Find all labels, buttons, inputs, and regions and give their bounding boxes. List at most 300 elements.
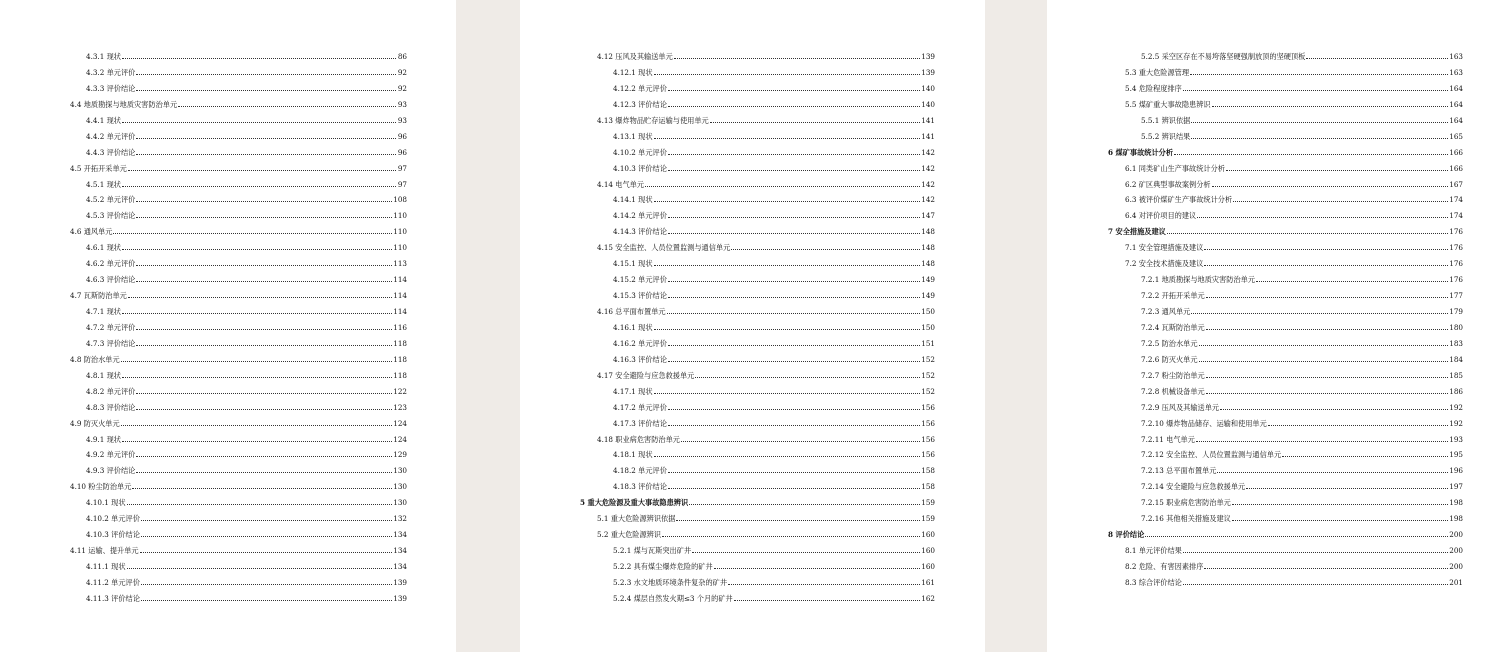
toc-page-number: 193: [1449, 434, 1463, 444]
toc-page-number: 198: [1449, 514, 1463, 524]
toc-entry[interactable]: [70, 224, 407, 240]
toc-entry[interactable]: [1108, 113, 1463, 129]
toc-entry[interactable]: [1108, 192, 1463, 208]
toc-entry[interactable]: [580, 591, 935, 607]
toc-dot-leader: [667, 313, 921, 314]
toc-entry-label: 4.8 防治水单元: [70, 354, 120, 364]
toc-dot-leader: [668, 345, 920, 346]
toc-entry-label: 4.9.2 单元评价: [86, 450, 136, 460]
toc-entry[interactable]: [580, 575, 935, 591]
toc-entry[interactable]: [1108, 49, 1463, 65]
toc-dot-leader: [654, 393, 921, 394]
toc-dot-leader: [1196, 441, 1448, 442]
toc-page-number: 166: [1449, 163, 1463, 173]
toc-page-number: 147: [921, 211, 935, 221]
toc-dot-leader: [1145, 536, 1448, 537]
toc-entry[interactable]: [580, 352, 935, 368]
toc-page-number: 141: [921, 115, 935, 125]
toc-entry[interactable]: [70, 432, 407, 448]
toc-entry[interactable]: [1108, 129, 1463, 145]
toc-dot-leader: [1199, 345, 1449, 346]
toc-dot-leader: [141, 536, 392, 537]
toc-dot-leader: [1256, 281, 1448, 282]
toc-page-number: 200: [1449, 562, 1463, 571]
toc-entry[interactable]: [1108, 97, 1463, 113]
toc-dot-leader: [1204, 249, 1448, 250]
toc-entry[interactable]: [580, 240, 935, 256]
toc-dot-leader: [1306, 58, 1448, 59]
toc-page-number: 197: [1449, 482, 1463, 492]
toc-dot-leader: [122, 122, 396, 123]
toc-entry[interactable]: [580, 97, 935, 113]
toc-dot-leader: [714, 568, 921, 569]
toc-entry-label: 5.4 危险程度排序: [1125, 83, 1182, 93]
toc-entry-label: 6.4 对评价项目的建议: [1125, 211, 1197, 221]
toc-entry-label: 4.5 开拓开采单元: [70, 163, 127, 173]
toc-entry-label: 4.10.3 评价结论: [86, 530, 140, 540]
toc-entry[interactable]: [70, 447, 407, 463]
toc-entry[interactable]: [70, 208, 407, 224]
toc-entry[interactable]: [1108, 304, 1463, 320]
toc-page-number: 152: [921, 386, 935, 396]
toc-entry[interactable]: [1108, 400, 1463, 416]
toc-entry-label: 5.2.1 煤与瓦斯突出矿井: [613, 546, 692, 556]
toc-page-number: 114: [393, 275, 407, 285]
toc-entry-label: 7.2.14 安全避险与应急救援单元: [1141, 482, 1246, 492]
toc-entry[interactable]: [70, 320, 407, 336]
toc-entry[interactable]: [580, 49, 935, 65]
toc-entry-label: 4.15.1 现状: [613, 259, 653, 269]
toc-dot-leader: [734, 600, 921, 601]
toc-dot-leader: [1220, 409, 1448, 410]
toc-page-number: 130: [393, 482, 407, 492]
toc-page-number: 152: [921, 354, 935, 364]
toc-dot-leader: [136, 90, 396, 91]
toc-page-number: 142: [921, 179, 935, 189]
toc-page-number: 108: [393, 195, 407, 205]
toc-page-number: 113: [393, 259, 407, 269]
toc-dot-leader: [668, 106, 920, 107]
toc-page-number: 141: [921, 131, 935, 141]
toc-dot-leader: [128, 297, 392, 298]
toc-page-number: 122: [393, 386, 407, 396]
toc-entry[interactable]: [70, 416, 407, 432]
toc-entry-label: 4.18.2 单元评价: [613, 466, 667, 476]
toc-entry[interactable]: [580, 495, 935, 511]
toc-dot-leader: [128, 170, 396, 171]
toc-dot-leader: [668, 361, 920, 362]
toc-entry[interactable]: [70, 559, 407, 575]
toc-page-number: 140: [921, 83, 935, 93]
toc-dot-leader: [668, 409, 920, 410]
toc-entry[interactable]: [1108, 511, 1463, 527]
toc-entry-label: 4.18.1 现状: [613, 450, 653, 460]
toc-entry-label: 5.1 重大危险源辨识依据: [597, 514, 676, 524]
toc-entry[interactable]: [580, 161, 935, 177]
toc-entry-label: 4.4.2 单元评价: [86, 131, 136, 141]
toc-entry-label: 5.3 重大危险源管理: [1125, 67, 1190, 77]
toc-entry-label: 4.5.1 现状: [86, 179, 121, 189]
toc-dot-leader: [728, 584, 920, 585]
toc-entry-label: 4.10.2 单元评价: [86, 514, 140, 524]
toc-page-number: 158: [921, 482, 935, 492]
toc-entry-label: 4.14.2 单元评价: [613, 211, 667, 221]
toc-dot-leader: [1268, 425, 1449, 426]
toc-list: [70, 49, 407, 607]
toc-page-number: 96: [397, 147, 407, 157]
toc-dot-leader: [1226, 170, 1448, 171]
toc-entry[interactable]: [1108, 256, 1463, 272]
toc-entry-label: 4.15 安全监控、人员位置监测与通信单元: [597, 243, 731, 253]
toc-page-number: 160: [921, 562, 935, 571]
toc-entry-label: 8.2 危险、有害因素排序: [1125, 562, 1204, 571]
toc-page-number: 92: [397, 67, 407, 77]
toc-entry-label: 4.13 爆炸物品贮存运输与使用单元: [597, 115, 709, 125]
toc-dot-leader: [127, 504, 393, 505]
toc-entry[interactable]: [1108, 272, 1463, 288]
toc-entry[interactable]: [70, 97, 407, 113]
toc-dot-leader: [136, 201, 392, 202]
toc-list: [580, 49, 935, 607]
toc-entry-label: 4.14.1 现状: [613, 195, 653, 205]
toc-dot-leader: [668, 90, 920, 91]
toc-entry[interactable]: [70, 304, 407, 320]
toc-entry-label: 4.18.3 评价结论: [613, 482, 667, 492]
toc-page-number: 159: [921, 498, 935, 508]
toc-entry-label: 8 评价结论: [1108, 530, 1145, 540]
toc-entry[interactable]: [70, 368, 407, 384]
toc-entry[interactable]: [1108, 145, 1463, 161]
toc-entry[interactable]: [1108, 384, 1463, 400]
toc-entry[interactable]: [580, 288, 935, 304]
toc-dot-leader: [141, 584, 392, 585]
toc-entry-label: 4.7.3 评价结论: [86, 338, 136, 348]
toc-entry-label: 4.16 总平面布置单元: [597, 307, 666, 316]
toc-entry[interactable]: [580, 416, 935, 432]
toc-page-number: 149: [921, 291, 935, 301]
toc-entry-label: 7 安全措施及建议: [1108, 227, 1166, 237]
toc-entry[interactable]: [70, 495, 407, 511]
toc-entry[interactable]: [580, 304, 935, 320]
toc-entry-label: 4.11.3 评价结论: [86, 593, 140, 603]
toc-entry-label: 7.2.8 机械设备单元: [1141, 386, 1205, 396]
toc-page-number: 183: [1449, 338, 1463, 348]
toc-entry-label: 4.6.3 评价结论: [86, 275, 136, 285]
toc-page-number: 134: [393, 530, 407, 540]
toc-entry[interactable]: [1108, 81, 1463, 97]
toc-page-number: 134: [393, 546, 407, 556]
toc-entry[interactable]: [580, 543, 935, 559]
toc-entry[interactable]: [70, 161, 407, 177]
toc-entry[interactable]: [70, 49, 407, 65]
toc-entry[interactable]: [70, 527, 407, 543]
toc-entry[interactable]: [70, 384, 407, 400]
toc-entry[interactable]: [1108, 432, 1463, 448]
toc-entry-label: 4.5.3 评价结论: [86, 211, 136, 221]
toc-dot-leader: [710, 122, 921, 123]
toc-page-number: 93: [397, 115, 407, 125]
toc-dot-leader: [1204, 568, 1448, 569]
toc-entry[interactable]: [580, 368, 935, 384]
toc-entry-label: 5.2.3 水文地质环境条件复杂的矿井: [613, 577, 728, 587]
toc-dot-leader: [140, 552, 393, 553]
toc-entry[interactable]: [70, 479, 407, 495]
toc-page-number: 150: [921, 322, 935, 332]
toc-page-number: 134: [393, 562, 407, 571]
toc-page-number: 176: [1449, 275, 1463, 285]
toc-dot-leader: [1232, 504, 1448, 505]
toc-dot-leader: [1191, 122, 1448, 123]
toc-page-number: 174: [1449, 195, 1463, 205]
toc-entry[interactable]: [580, 192, 935, 208]
toc-dot-leader: [122, 441, 392, 442]
toc-entry-label: 7.2.9 压风及其输送单元: [1141, 402, 1220, 412]
toc-entry-label: 5.2 重大危险源辨识: [597, 530, 662, 540]
toc-page-number: 139: [921, 67, 935, 77]
toc-entry-label: 4.8.3 评价结论: [86, 402, 136, 412]
toc-entry[interactable]: [580, 113, 935, 129]
toc-entry[interactable]: [580, 447, 935, 463]
toc-page-number: 148: [921, 259, 935, 269]
toc-entry[interactable]: [580, 559, 935, 575]
toc-page-number: 149: [921, 275, 935, 285]
toc-entry[interactable]: [70, 543, 407, 559]
toc-entry[interactable]: [70, 129, 407, 145]
toc-page-number: 159: [921, 514, 935, 524]
toc-entry[interactable]: [1108, 368, 1463, 384]
toc-dot-leader: [676, 520, 920, 521]
toc-dot-leader: [654, 456, 921, 457]
toc-entry-label: 4.9.3 评价结论: [86, 466, 136, 476]
toc-entry[interactable]: [580, 145, 935, 161]
toc-entry[interactable]: [1108, 65, 1463, 81]
toc-entry[interactable]: [580, 177, 935, 193]
toc-dot-leader: [136, 329, 392, 330]
toc-entry-label: 4.18 职业病危害防治单元: [597, 434, 680, 444]
toc-dot-leader: [122, 186, 396, 187]
toc-entry[interactable]: [1108, 161, 1463, 177]
toc-page-number: 186: [1449, 386, 1463, 396]
toc-dot-leader: [122, 313, 392, 314]
toc-page-number: 116: [393, 322, 407, 332]
toc-entry-label: 5.5.1 辨识依据: [1141, 115, 1191, 125]
toc-entry-label: 4.10 粉尘防治单元: [70, 482, 132, 492]
toc-entry-label: 7.2.6 防灭火单元: [1141, 354, 1198, 364]
toc-dot-leader: [1212, 106, 1449, 107]
toc-page-number: 158: [921, 466, 935, 476]
toc-entry-label: 6.1 同类矿山生产事故统计分析: [1125, 163, 1225, 173]
toc-entry[interactable]: [580, 336, 935, 352]
toc-entry[interactable]: [70, 575, 407, 591]
toc-entry-label: 4.14.3 评价结论: [613, 227, 667, 237]
toc-page-number: 132: [393, 514, 407, 524]
toc-entry[interactable]: [1108, 479, 1463, 495]
toc-dot-leader: [136, 281, 392, 282]
toc-page-number: 140: [921, 99, 935, 109]
toc-entry-label: 7.2.10 爆炸物品储存、运输和使用单元: [1141, 418, 1267, 428]
toc-entry[interactable]: [70, 192, 407, 208]
toc-page-number: 163: [1449, 52, 1463, 61]
toc-page-number: 92: [397, 83, 407, 93]
toc-entry[interactable]: [1108, 447, 1463, 463]
toc-dot-leader: [122, 58, 396, 59]
toc-dot-leader: [668, 154, 920, 155]
toc-dot-leader: [1183, 90, 1448, 91]
toc-entry[interactable]: [70, 272, 407, 288]
toc-page-number: 130: [393, 498, 407, 508]
toc-page-number: 200: [1449, 546, 1463, 556]
toc-entry-label: 7.2.15 职业病危害防治单元: [1141, 498, 1231, 508]
toc-entry[interactable]: [70, 113, 407, 129]
toc-dot-leader: [136, 472, 392, 473]
toc-page-number: 160: [921, 530, 935, 540]
toc-entry[interactable]: [580, 65, 935, 81]
toc-entry-label: 4.12.1 现状: [613, 67, 653, 77]
toc-page-number: 156: [921, 434, 935, 444]
toc-entry[interactable]: [70, 81, 407, 97]
toc-page-number: 97: [397, 179, 407, 189]
toc-page-number: 93: [397, 99, 407, 109]
toc-entry[interactable]: [1108, 543, 1463, 559]
toc-page-number: 192: [1449, 402, 1463, 412]
toc-page-number: 196: [1449, 466, 1463, 476]
toc-entry[interactable]: [70, 511, 407, 527]
toc-entry[interactable]: [580, 224, 935, 240]
toc-entry[interactable]: [580, 129, 935, 145]
toc-entry-label: 4.16.1 现状: [613, 322, 653, 332]
toc-entry[interactable]: [1108, 224, 1463, 240]
toc-entry[interactable]: [1108, 288, 1463, 304]
toc-dot-leader: [1206, 377, 1449, 378]
toc-page-number: 114: [393, 307, 407, 316]
toc-entry-label: 8.3 综合评价结论: [1125, 577, 1182, 587]
toc-entry-label: 4.8.1 现状: [86, 370, 121, 380]
toc-entry[interactable]: [1108, 208, 1463, 224]
toc-entry-label: 7.1 安全管理措施及建议: [1125, 243, 1204, 253]
toc-entry-label: 4.11.2 单元评价: [86, 577, 140, 587]
toc-page-number: 118: [393, 354, 407, 364]
toc-dot-leader: [1199, 361, 1449, 362]
toc-dot-leader: [668, 297, 920, 298]
toc-dot-leader: [122, 377, 392, 378]
toc-entry[interactable]: [70, 336, 407, 352]
toc-page-number: 201: [1449, 577, 1463, 587]
toc-entry[interactable]: [580, 81, 935, 97]
toc-entry[interactable]: [70, 177, 407, 193]
toc-entry[interactable]: [1108, 320, 1463, 336]
toc-dot-leader: [692, 552, 920, 553]
toc-dot-leader: [178, 106, 396, 107]
toc-page-number: 164: [1449, 99, 1463, 109]
toc-entry[interactable]: [580, 384, 935, 400]
toc-dot-leader: [136, 393, 392, 394]
toc-entry[interactable]: [70, 463, 407, 479]
toc-page-number: 118: [393, 370, 407, 380]
toc-entry[interactable]: [1108, 352, 1463, 368]
toc-entry[interactable]: [1108, 240, 1463, 256]
toc-entry[interactable]: [580, 400, 935, 416]
toc-entry-label: 4.12.2 单元评价: [613, 83, 667, 93]
toc-entry-label: 4.4.1 现状: [86, 115, 121, 125]
toc-entry-label: 6.2 矿区典型事故案例分析: [1125, 179, 1211, 189]
toc-page-number: 176: [1449, 259, 1463, 269]
toc-entry-label: 4.13.1 现状: [613, 131, 653, 141]
toc-entry-label: 7.2.13 总平面布置单元: [1141, 466, 1217, 476]
toc-dot-leader: [654, 329, 921, 330]
toc-dot-leader: [1217, 472, 1448, 473]
toc-entry[interactable]: [580, 463, 935, 479]
toc-entry[interactable]: [70, 288, 407, 304]
toc-entry-label: 4.6.2 单元评价: [86, 259, 136, 269]
toc-page-number: 129: [393, 450, 407, 460]
toc-entry[interactable]: [1108, 416, 1463, 432]
toc-entry[interactable]: [70, 65, 407, 81]
toc-entry[interactable]: [580, 208, 935, 224]
toc-dot-leader: [136, 409, 392, 410]
toc-page-number: 179: [1449, 307, 1463, 316]
toc-entry[interactable]: [1108, 559, 1463, 575]
toc-entry[interactable]: [580, 320, 935, 336]
toc-entry[interactable]: [1108, 336, 1463, 352]
toc-dot-leader: [136, 456, 392, 457]
toc-dot-leader: [654, 201, 921, 202]
toc-page-number: 166: [1449, 147, 1463, 157]
toc-entry[interactable]: [70, 400, 407, 416]
toc-dot-leader: [681, 441, 920, 442]
toc-entry[interactable]: [1108, 527, 1463, 543]
toc-page-number: 164: [1449, 83, 1463, 93]
toc-entry[interactable]: [70, 256, 407, 272]
toc-entry[interactable]: [70, 145, 407, 161]
toc-entry-label: 4.7.1 现状: [86, 307, 121, 316]
toc-dot-leader: [695, 377, 920, 378]
toc-entry[interactable]: [1108, 575, 1463, 591]
toc-entry[interactable]: [580, 272, 935, 288]
toc-page-number: 96: [397, 131, 407, 141]
toc-page-number: 118: [393, 338, 407, 348]
toc-page-number: 139: [393, 593, 407, 603]
toc-page-number: 198: [1449, 498, 1463, 508]
toc-page-number: 124: [393, 434, 407, 444]
toc-dot-leader: [136, 154, 396, 155]
toc-dot-leader: [1206, 393, 1449, 394]
toc-entry[interactable]: [70, 591, 407, 607]
toc-entry[interactable]: [1108, 177, 1463, 193]
toc-entry[interactable]: [580, 432, 935, 448]
toc-page-number: 152: [921, 370, 935, 380]
toc-entry[interactable]: [580, 479, 935, 495]
toc-entry-label: 4.10.3 评价结论: [613, 163, 667, 173]
toc-entry-label: 4.3.3 评价结论: [86, 83, 136, 93]
toc-entry[interactable]: [70, 352, 407, 368]
toc-page-number: 86: [397, 52, 407, 61]
toc-entry[interactable]: [70, 240, 407, 256]
toc-dot-leader: [645, 186, 920, 187]
toc-dot-leader: [136, 138, 396, 139]
toc-dot-leader: [1167, 233, 1448, 234]
toc-page-3: [1047, 0, 1512, 652]
toc-entry-label: 4.11.1 现状: [86, 562, 126, 571]
toc-entry[interactable]: [580, 527, 935, 543]
toc-entry[interactable]: [580, 511, 935, 527]
toc-entry[interactable]: [1108, 463, 1463, 479]
toc-entry[interactable]: [580, 256, 935, 272]
toc-entry-label: 4.11 运输、提升单元: [70, 546, 139, 556]
toc-page-number: 110: [393, 211, 407, 221]
toc-dot-leader: [1282, 456, 1448, 457]
toc-entry[interactable]: [1108, 495, 1463, 511]
toc-entry-label: 7.2.1 地质勘探与地质灾害防治单元: [1141, 275, 1256, 285]
